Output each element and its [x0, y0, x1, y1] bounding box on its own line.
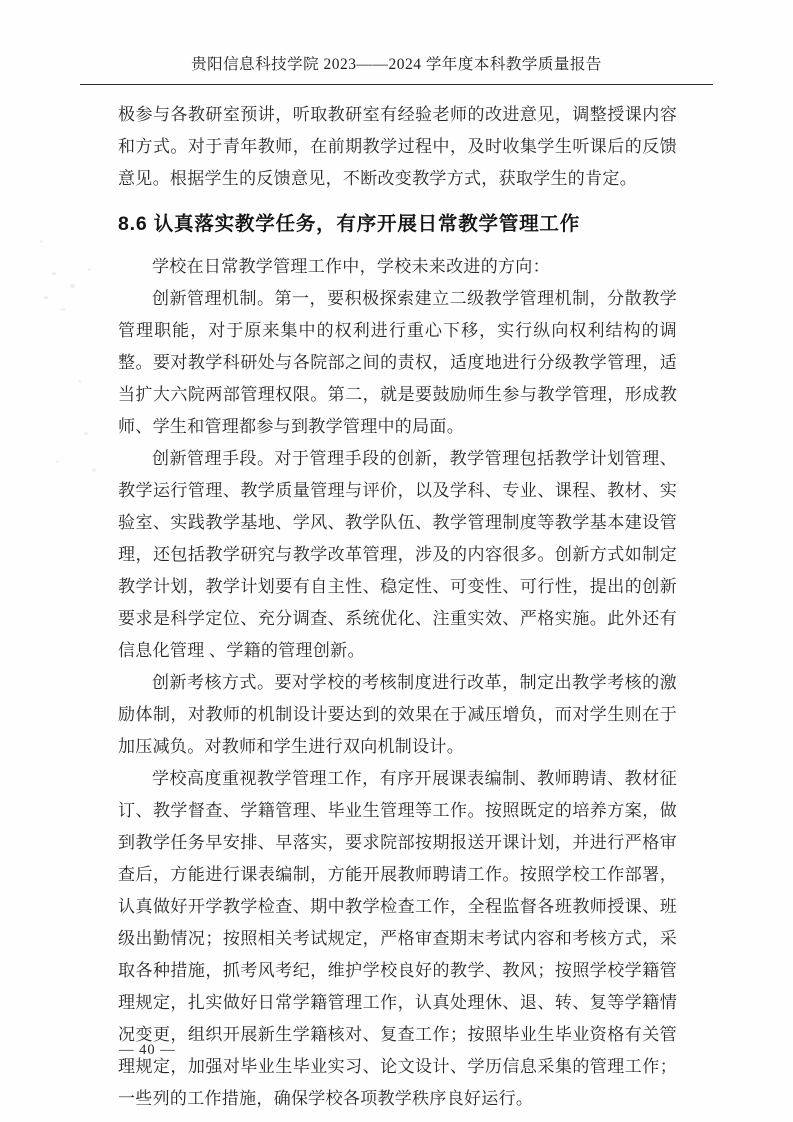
scan-speck	[40, 240, 43, 243]
scan-speck	[70, 284, 75, 288]
scan-speck	[52, 272, 56, 275]
paragraph-management-mechanism: 创新管理机制。第一，要积极探索建立二级教学管理机制，分散教学管理职能，对于原来集中的权利进行重心下移，实行纵向权利结构的调整。要对教学科研处与各院部之间的责权，适度地进行分级教学管理，适当扩大六院两部管理权限。第二，就是要鼓励师生参与教学管理，形成教师、学生和管理都参与到教学管理中的局面。	[118, 289, 677, 436]
page-number: — 40 —	[119, 1042, 176, 1058]
scan-speck	[92, 468, 96, 472]
header-rule	[80, 84, 713, 85]
paragraph-daily-management: 学校高度重视教学管理工作，有序开展课表编制、教师聘请、教材征订、教学督查、学籍管理、毕业生管理等工作。按照既定的培养方案，做到教学任务早安排、早落实，要求院部按期报送开课计划，并进行严格审查后，方能进行课表编制，方能开展教师聘请工作。按照学校工作部署，认真做好开学教学检查、期中教学检查工作，全程监督各班教师授课、班级出勤情况；按照相关考试规定，严格审查期末考试内容和考核方式，采取各种措施，抓考风考纪，维护学校良好的教学、教风；按照学校学籍管理规定，扎实做好日常学籍管理工作，认真处理休、退、转、复等学籍情况变更，组织开展新生学籍核对、复查工作；按照毕业生毕业资格有关管理规定，加强对毕业生毕业实习、论文设计、学历信息采集的管理工作；一些列的工作措施，确保学校各项教学秩序良好运行。	[118, 769, 677, 1108]
scan-speck	[84, 432, 88, 435]
paragraph-assessment-methods: 创新考核方式。要对学校的考核制度进行改革，制定出教学考核的激励体制，对教师的机制设计要达到的效果在于减压增负，而对学生则在于加压减负。对教师和学生进行双向机制设计。	[118, 673, 677, 756]
report-header-title: 贵阳信息科技学院 2023——2024 学年度本科教学质量报告	[191, 56, 602, 73]
document-body	[118, 99, 677, 1115]
section-heading-8-6: 8.6 认真落实教学任务，有序开展日常教学管理工作	[118, 213, 581, 235]
page-header	[80, 52, 713, 74]
paragraph-direction: 学校在日常教学管理工作中，学校未来改进的方向：	[152, 257, 550, 276]
scan-speck	[60, 308, 66, 311]
scan-speck	[88, 268, 91, 271]
intro-continuation-paragraph: 极参与各教研室预讲，听取教研室有经验老师的改进意见，调整授课内容和方式。对于青年教师，在前期教学过程中，及时收集学生听课后的反馈意见。根据学生的反馈意见，不断改变教学方式，获取学生的肯定。	[118, 105, 677, 188]
paragraph-management-methods: 创新管理手段。对于管理手段的创新，教学管理包括教学计划管理、教学运行管理、教学质量管理与评价，以及学科、专业、课程、教材、实验室、实践教学基地、学风、教学队伍、教学管理制度等教学基本建设管理，还包括教学研究与教学改革管理，涉及的内容很多。创新方式如制定教学计划，教学计划要有自主性、稳定性、可变性、可行性，提出的创新要求是科学定位、充分调查、系统优化、注重实效、严格实施。此外还有信息化管理 、学籍的管理创新。	[118, 449, 677, 660]
scan-speck	[56, 460, 59, 463]
scan-speck	[44, 296, 48, 299]
scan-speck	[78, 380, 81, 383]
